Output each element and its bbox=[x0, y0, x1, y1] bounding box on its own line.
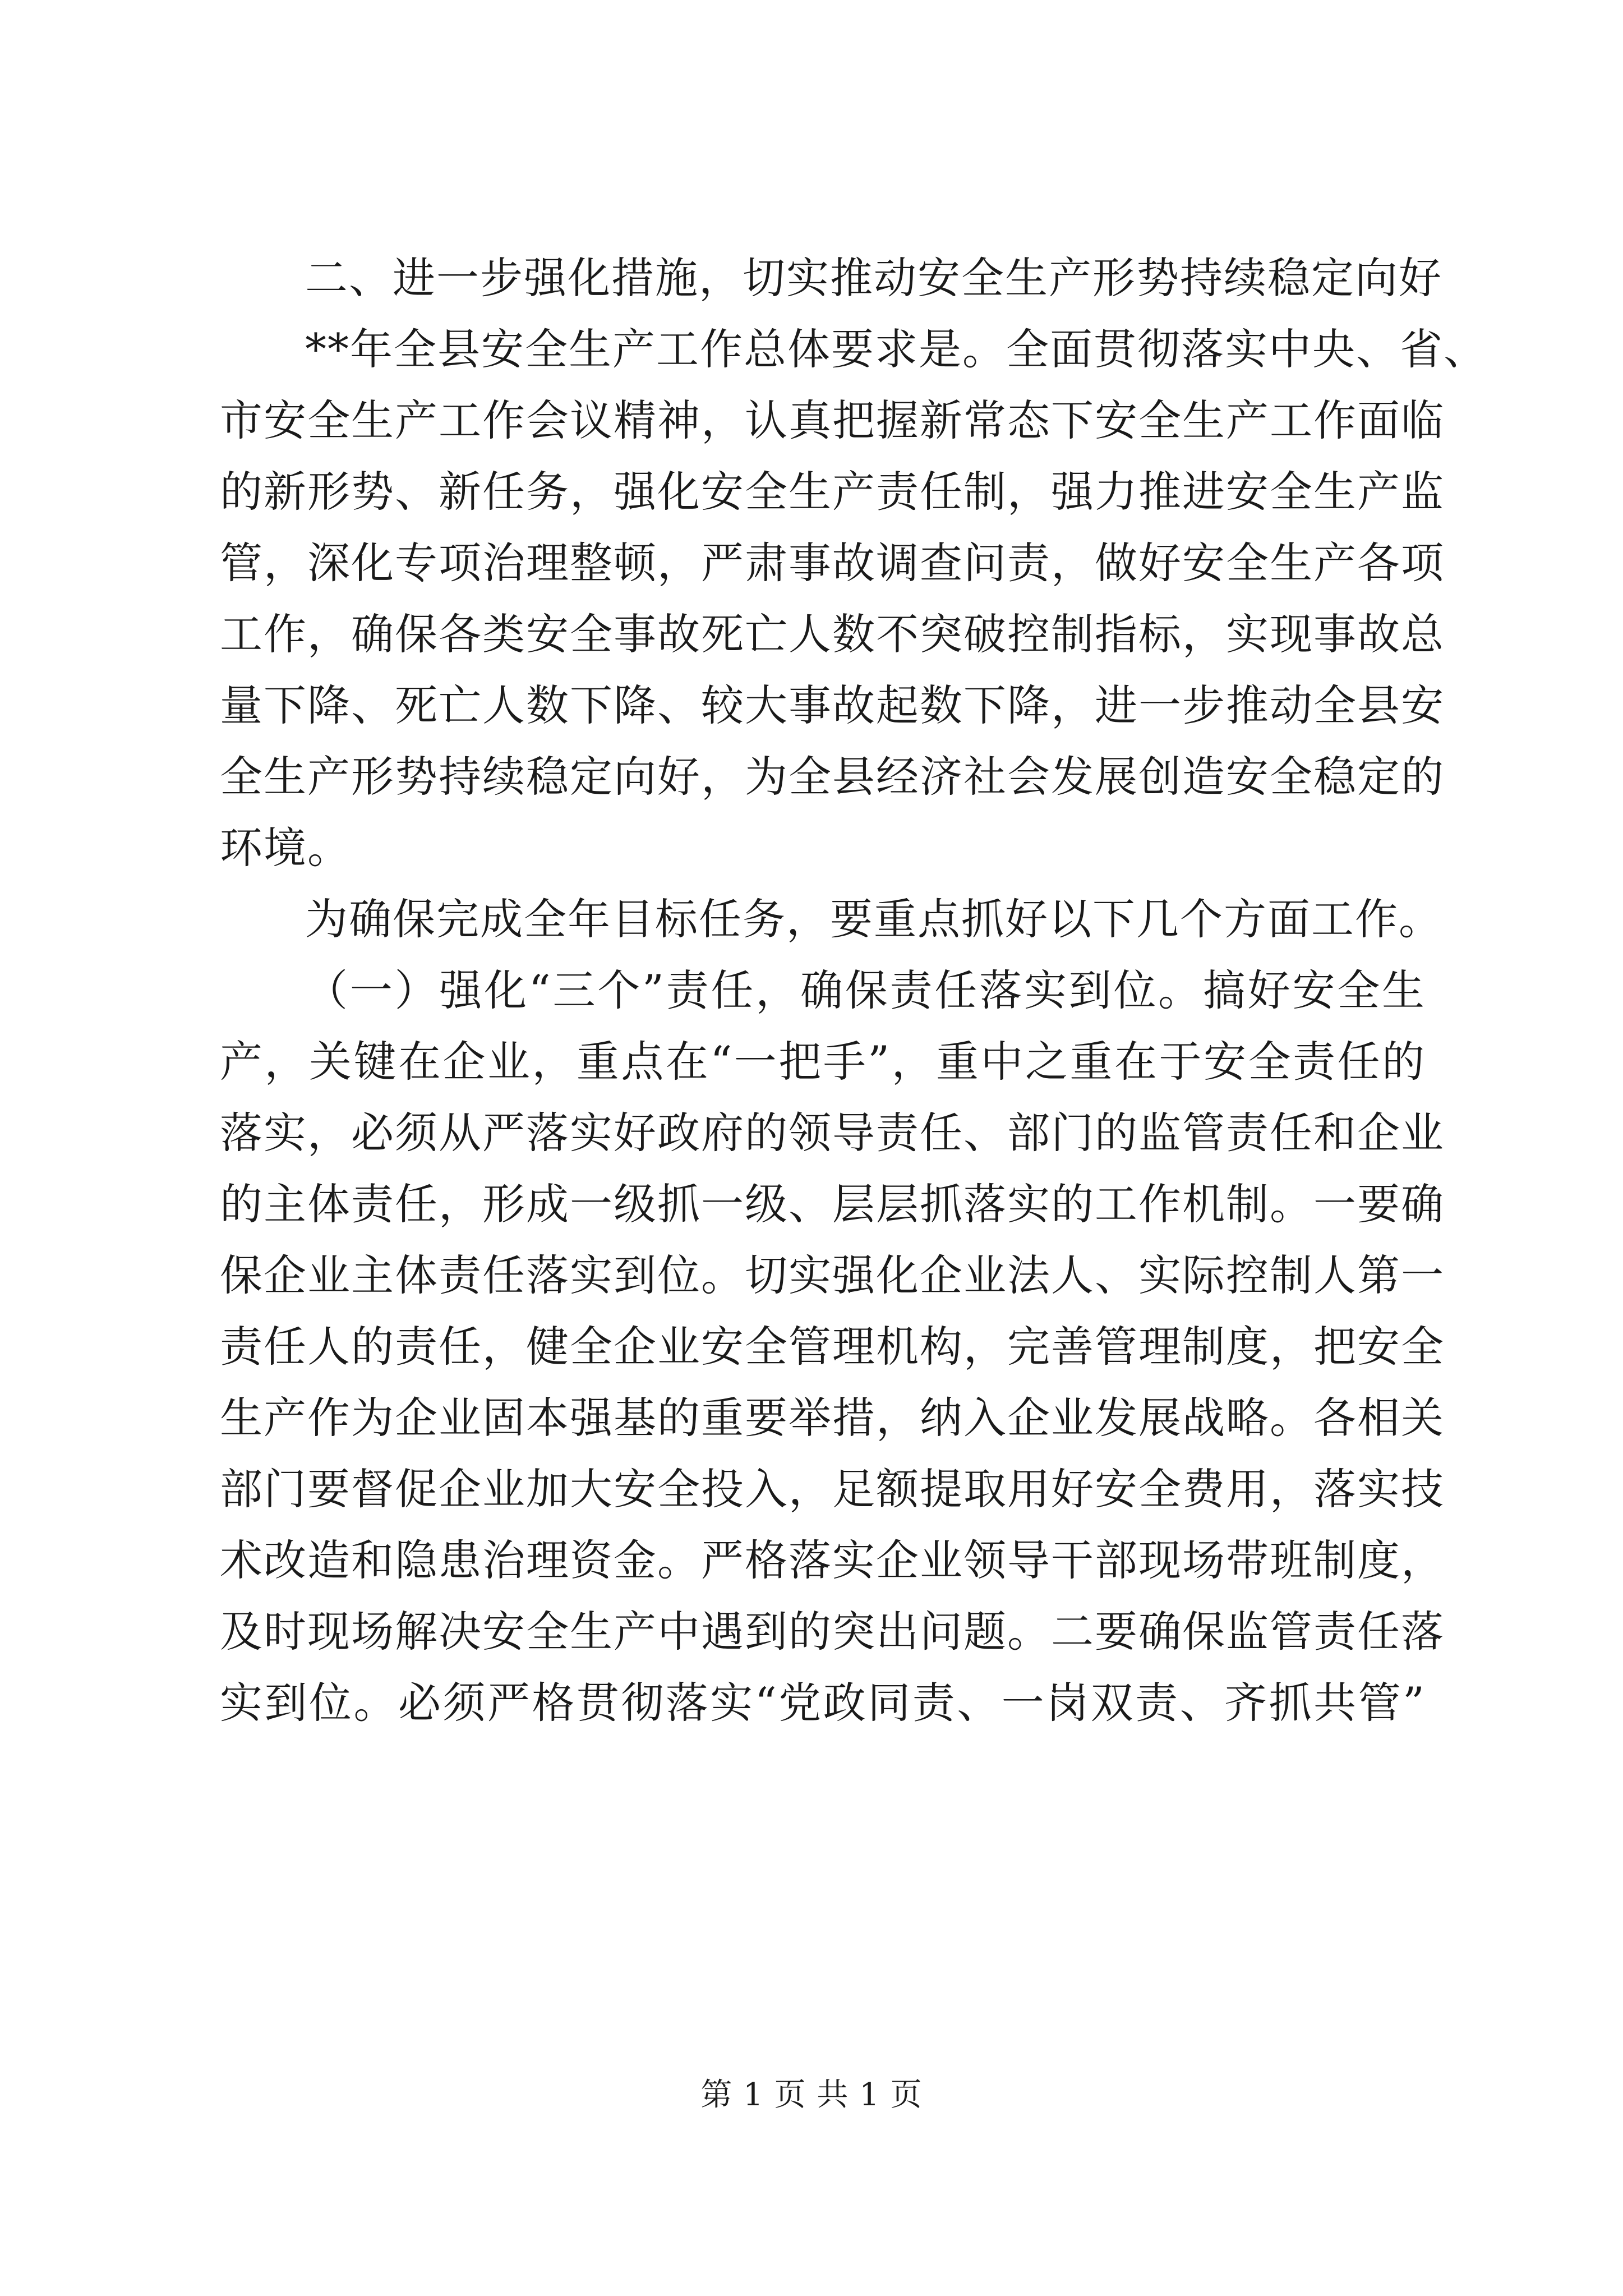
text-line: 生产作为企业固本强基的重要举措，纳入企业发展战略。各相关 bbox=[220, 1393, 1445, 1443]
text-line: 的新形势、新任务，强化安全生产责任制，强力推进安全生产监 bbox=[220, 467, 1445, 517]
text-line: 部门要督促企业加大安全投入，足额提取用好安全费用，落实技 bbox=[220, 1464, 1445, 1514]
text-line: 全生产形势持续稳定向好，为全县经济社会发展创造安全稳定的 bbox=[220, 752, 1445, 802]
page-number-footer: 第 1 页 共 1 页 bbox=[700, 2077, 923, 2113]
text-line: 术改造和隐患治理资金。严格落实企业领导干部现场带班制度， bbox=[220, 1535, 1445, 1585]
text-line: 实到位。必须严格贯彻落实“党政同责、一岗双责、齐抓共管” bbox=[220, 1678, 1426, 1728]
text-line: 环境。 bbox=[220, 823, 351, 873]
paragraph-3 bbox=[220, 955, 1445, 1738]
text-line: 保企业主体责任落实到位。切实强化企业法人、实际控制人第一 bbox=[220, 1250, 1445, 1300]
text-line: **年全县安全生产工作总体要求是。全面贯彻落实中央、省、 bbox=[305, 324, 1487, 374]
text-line: 为确保完成全年目标任务，要重点抓好以下几个方面工作。 bbox=[305, 894, 1442, 944]
text-line: 管，深化专项治理整顿，严肃事故调查问责，做好安全生产各项 bbox=[220, 538, 1445, 588]
paragraph-2 bbox=[220, 884, 1442, 955]
text-line: 工作，确保各类安全事故死亡人数不突破控制指标，实现事故总 bbox=[220, 609, 1445, 659]
text-line: 落实，必须从严落实好政府的领导责任、部门的监管责任和企业 bbox=[220, 1108, 1445, 1158]
text-line: 市安全生产工作会议精神，认真把握新常态下安全生产工作面临 bbox=[220, 395, 1445, 445]
paragraph-1 bbox=[220, 314, 1487, 884]
text-line: 产，关键在企业，重点在“一把手”，重中之重在于安全责任的 bbox=[220, 1037, 1426, 1087]
section-heading: 二、进一步强化措施，切实推动安全生产形势持续稳定向好 bbox=[305, 253, 1442, 303]
document-body bbox=[220, 242, 1487, 1738]
text-line: 责任人的责任，健全企业安全管理机构，完善管理制度，把安全 bbox=[220, 1322, 1445, 1372]
text-line: （一）强化“三个”责任，确保责任落实到位。搞好安全生 bbox=[305, 965, 1426, 1015]
text-line: 及时现场解决安全生产中遇到的突出问题。二要确保监管责任落 bbox=[220, 1607, 1445, 1657]
text-line: 的主体责任，形成一级抓一级、层层抓落实的工作机制。一要确 bbox=[220, 1179, 1445, 1229]
text-line: 量下降、死亡人数下降、较大事故起数下降，进一步推动全县安 bbox=[220, 680, 1445, 730]
